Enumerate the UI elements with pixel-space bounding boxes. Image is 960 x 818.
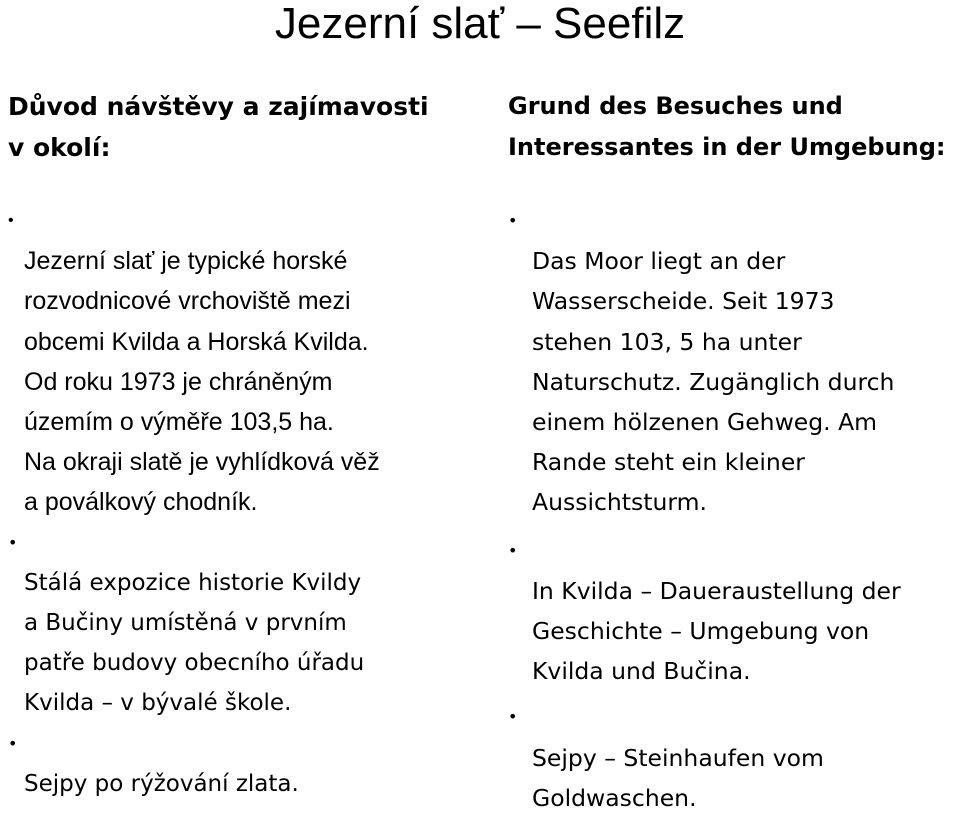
czech-bullet-moor — [8, 201, 380, 523]
czech-heading-line-2: v okolí: — [8, 133, 111, 162]
bullet-icon: • — [508, 540, 518, 560]
czech-bullet-sejpy-text: Sejpy po rýžování zlata. — [24, 770, 299, 797]
german-bullet-exhibition-text: In Kvilda – Daueraustellung der Geschichte – Umgebung von Kvilda und Bučina. — [532, 576, 901, 686]
bullet-icon: • — [508, 707, 518, 727]
bullet-icon: • — [8, 733, 18, 753]
czech-bullet-sejpy — [8, 724, 380, 804]
german-heading-line-2: Interessantes in der Umgebung: — [508, 133, 946, 161]
czech-bullet-list — [8, 201, 380, 804]
german-bullet-sejpy-text: Sejpy – Steinhaufen vom Goldwaschen. — [532, 743, 824, 812]
german-bullet-moor — [508, 201, 901, 523]
czech-bullet-exhibition — [8, 523, 380, 724]
bullet-icon: • — [8, 212, 14, 229]
bullet-icon: • — [508, 211, 518, 230]
czech-bullet-exhibition-text: Stálá expozice historie Kvildy a Bučiny umístěná v prvním patře budovy obecního úřadu Kvilda – v bývalé škole. — [24, 569, 365, 717]
german-column — [508, 86, 958, 812]
slide-title: Jezerní slať – Seefilz — [274, 0, 686, 48]
czech-heading — [8, 86, 478, 168]
german-heading-line-1: Grund des Besuches und — [508, 92, 843, 120]
bullet-icon: • — [8, 532, 18, 552]
czech-bullet-moor-text: Jezerní slať je typické horské rozvodnicové vrchoviště mezi obcemi Kvilda a Horská Kvilda. Od roku 1973 je chráněným územím o výměře 103,5 ha. Na okraji slatě je vyhlídková věž a poválkový chodník. — [24, 247, 380, 517]
german-bullet-list — [508, 201, 901, 818]
czech-heading-line-1: Důvod návštěvy a zajímavosti — [8, 92, 429, 121]
german-heading — [508, 86, 958, 168]
german-bullet-moor-text: Das Moor liegt an der Wasserscheide. Seit 1973 stehen 103, 5 ha unter Naturschutz. Zugänglich durch einem hölzenen Gehweg. Am Rande steht ein kleiner Aussichtsturm. — [532, 247, 895, 517]
czech-column — [8, 86, 478, 797]
german-bullet-exhibition — [508, 531, 901, 692]
german-bullet-sejpy — [508, 697, 901, 818]
